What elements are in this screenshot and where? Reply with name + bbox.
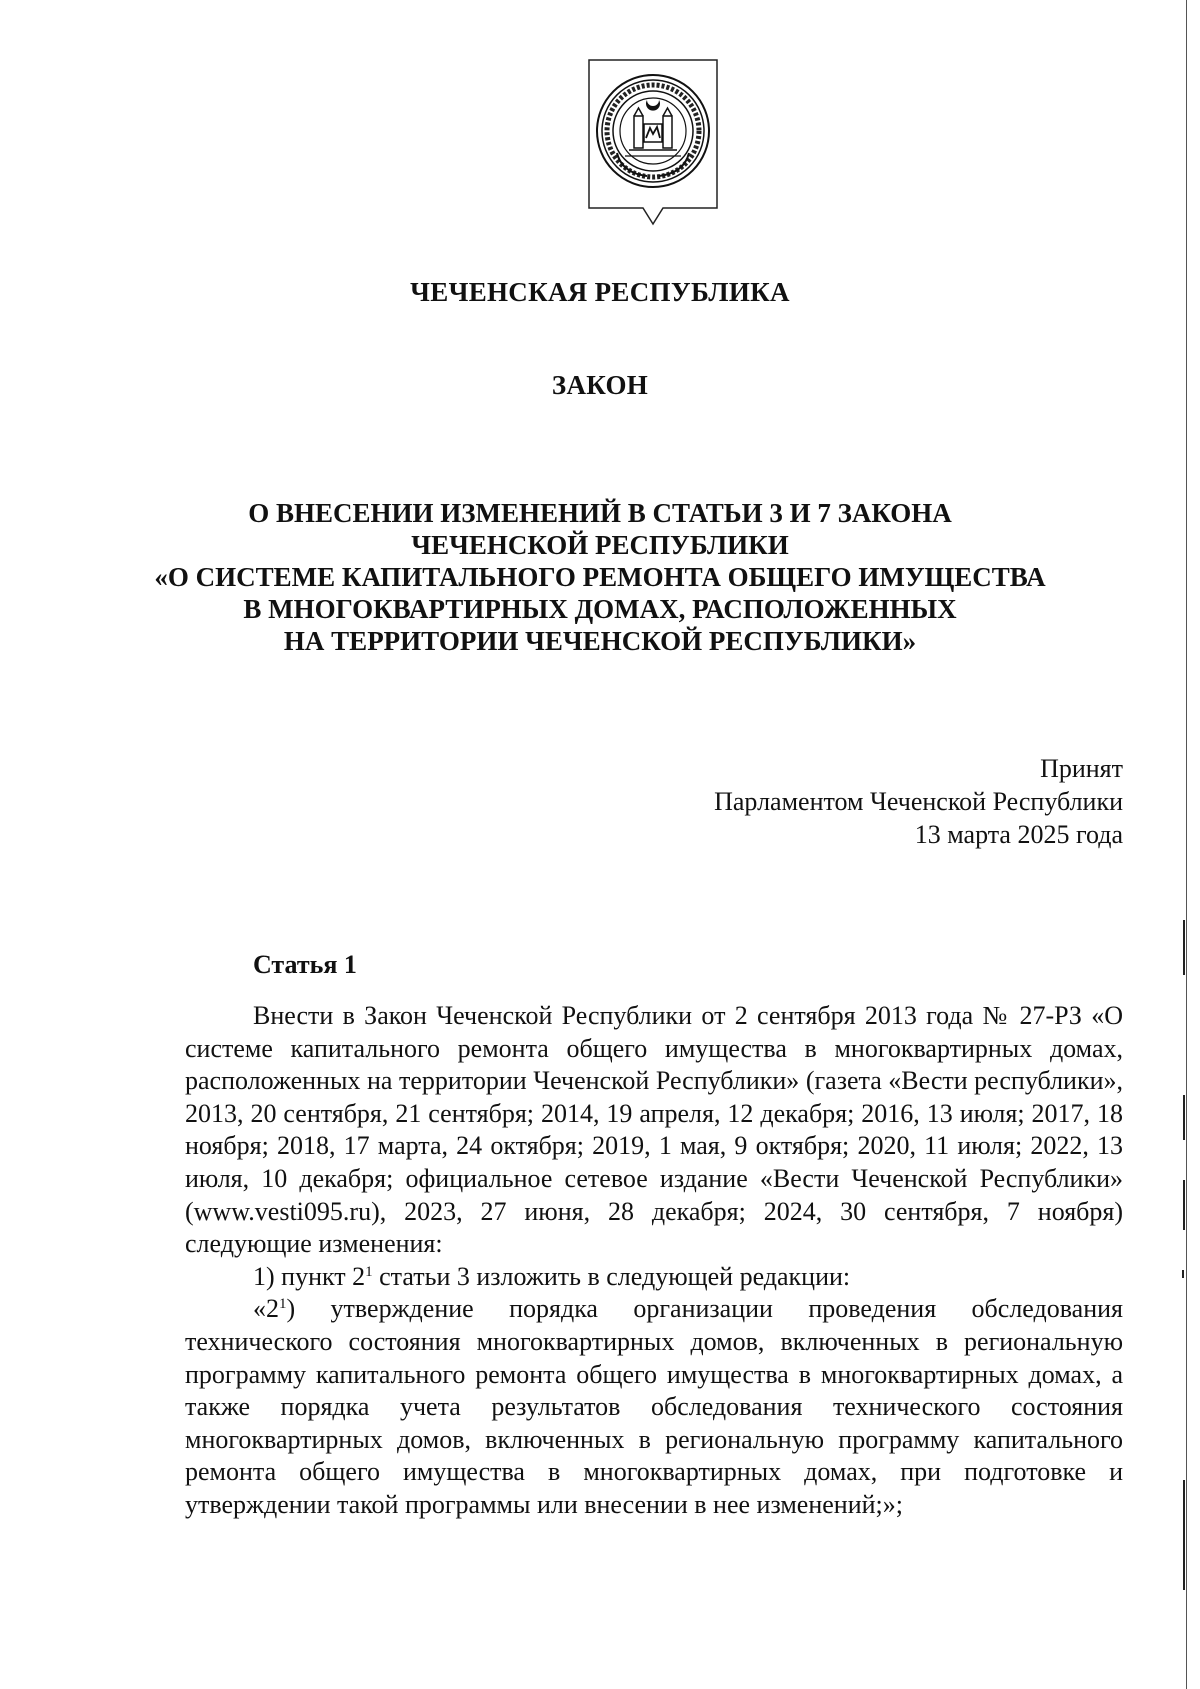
- item-text: статьи 3 изложить в следующей редакции:: [372, 1261, 851, 1291]
- scan-edge-line: [1186, 0, 1187, 1689]
- quoted-amendment-paragraph: [185, 1293, 1123, 1521]
- adoption-date: 13 марта 2025 года: [914, 820, 1123, 849]
- quote-text: ) утверждение порядка организации проведения обследования технического состояния многоквартирных домов, включенных в региональную программу капитального ремонта общего имущества в многоквартирных домах, а также порядка учета результатов обследования технического состояния многоквартирных домов, включенных в региональную программу капитального ремонта общего имущества в многоквартирных домах, при подготовке и утверждении такой программы или внесении в нее изменений;»;: [185, 1294, 1123, 1519]
- article-title: Статья 1: [253, 950, 357, 979]
- scan-edge-mark: [1183, 1095, 1185, 1140]
- law-title-line: НА ТЕРРИТОРИИ ЧЕЧЕНСКОЙ РЕСПУБЛИКИ»: [283, 626, 917, 656]
- adoption-line: Парламентом Чеченской Республики: [714, 787, 1123, 816]
- law-title-line: ЧЕЧЕНСКОЙ РЕСПУБЛИКИ: [411, 530, 789, 560]
- item-text: 1) пункт 2: [253, 1261, 366, 1291]
- law-title-line: «О СИСТЕМЕ КАПИТАЛЬНОГО РЕМОНТА ОБЩЕГО ИМУЩЕСТВА: [154, 562, 1046, 592]
- article-intro-paragraph: Внести в Закон Чеченской Республики от 2 сентября 2013 года № 27-РЗ «О системе капитального ремонта общего имущества в многоквартирных домах, расположенных на территории Чеченской Республики» (газета «Вести республики», 2013, 20 сентября, 21 сентября; 2014, 19 апреля, 12 декабря; 2016, 13 июля; 2017, 18 ноября; 2018, 17 марта, 24 октября; 2019, 1 мая, 9 октября; 2020, 11 июля; 2022, 13 июля, 10 декабря; официальное сетевое издание «Вести Чеченской Республики» (www.vesti095.ru), 2023, 27 июня, 28 декабря; 2024, 30 сентября, 7 ноября) следующие изменения:: [185, 1001, 1123, 1259]
- scan-edge-mark: [1183, 1180, 1185, 1230]
- scan-edge-mark: [1182, 1270, 1184, 1278]
- superscript: 1: [279, 1296, 287, 1313]
- republic-heading: ЧЕЧЕНСКАЯ РЕСПУБЛИКА: [410, 277, 790, 307]
- article-item-1: [185, 1261, 1123, 1294]
- quote-text: «2: [253, 1294, 279, 1324]
- law-title-line: О ВНЕСЕНИИ ИЗМЕНЕНИЙ В СТАТЬИ 3 И 7 ЗАКОНА: [248, 498, 952, 528]
- adoption-note: [714, 752, 1123, 851]
- article-body: [185, 1000, 1123, 1522]
- scan-edge-mark: [1183, 920, 1185, 975]
- superscript: 1: [365, 1263, 373, 1280]
- adoption-line: Принят: [1040, 754, 1123, 783]
- coat-of-arms-emblem: [587, 58, 719, 230]
- scan-edge-mark: [1183, 1480, 1185, 1590]
- law-title-line: В МНОГОКВАРТИРНЫХ ДОМАХ, РАСПОЛОЖЕННЫХ: [243, 594, 957, 624]
- document-type-heading: ЗАКОН: [551, 370, 649, 400]
- law-title: [0, 497, 1200, 657]
